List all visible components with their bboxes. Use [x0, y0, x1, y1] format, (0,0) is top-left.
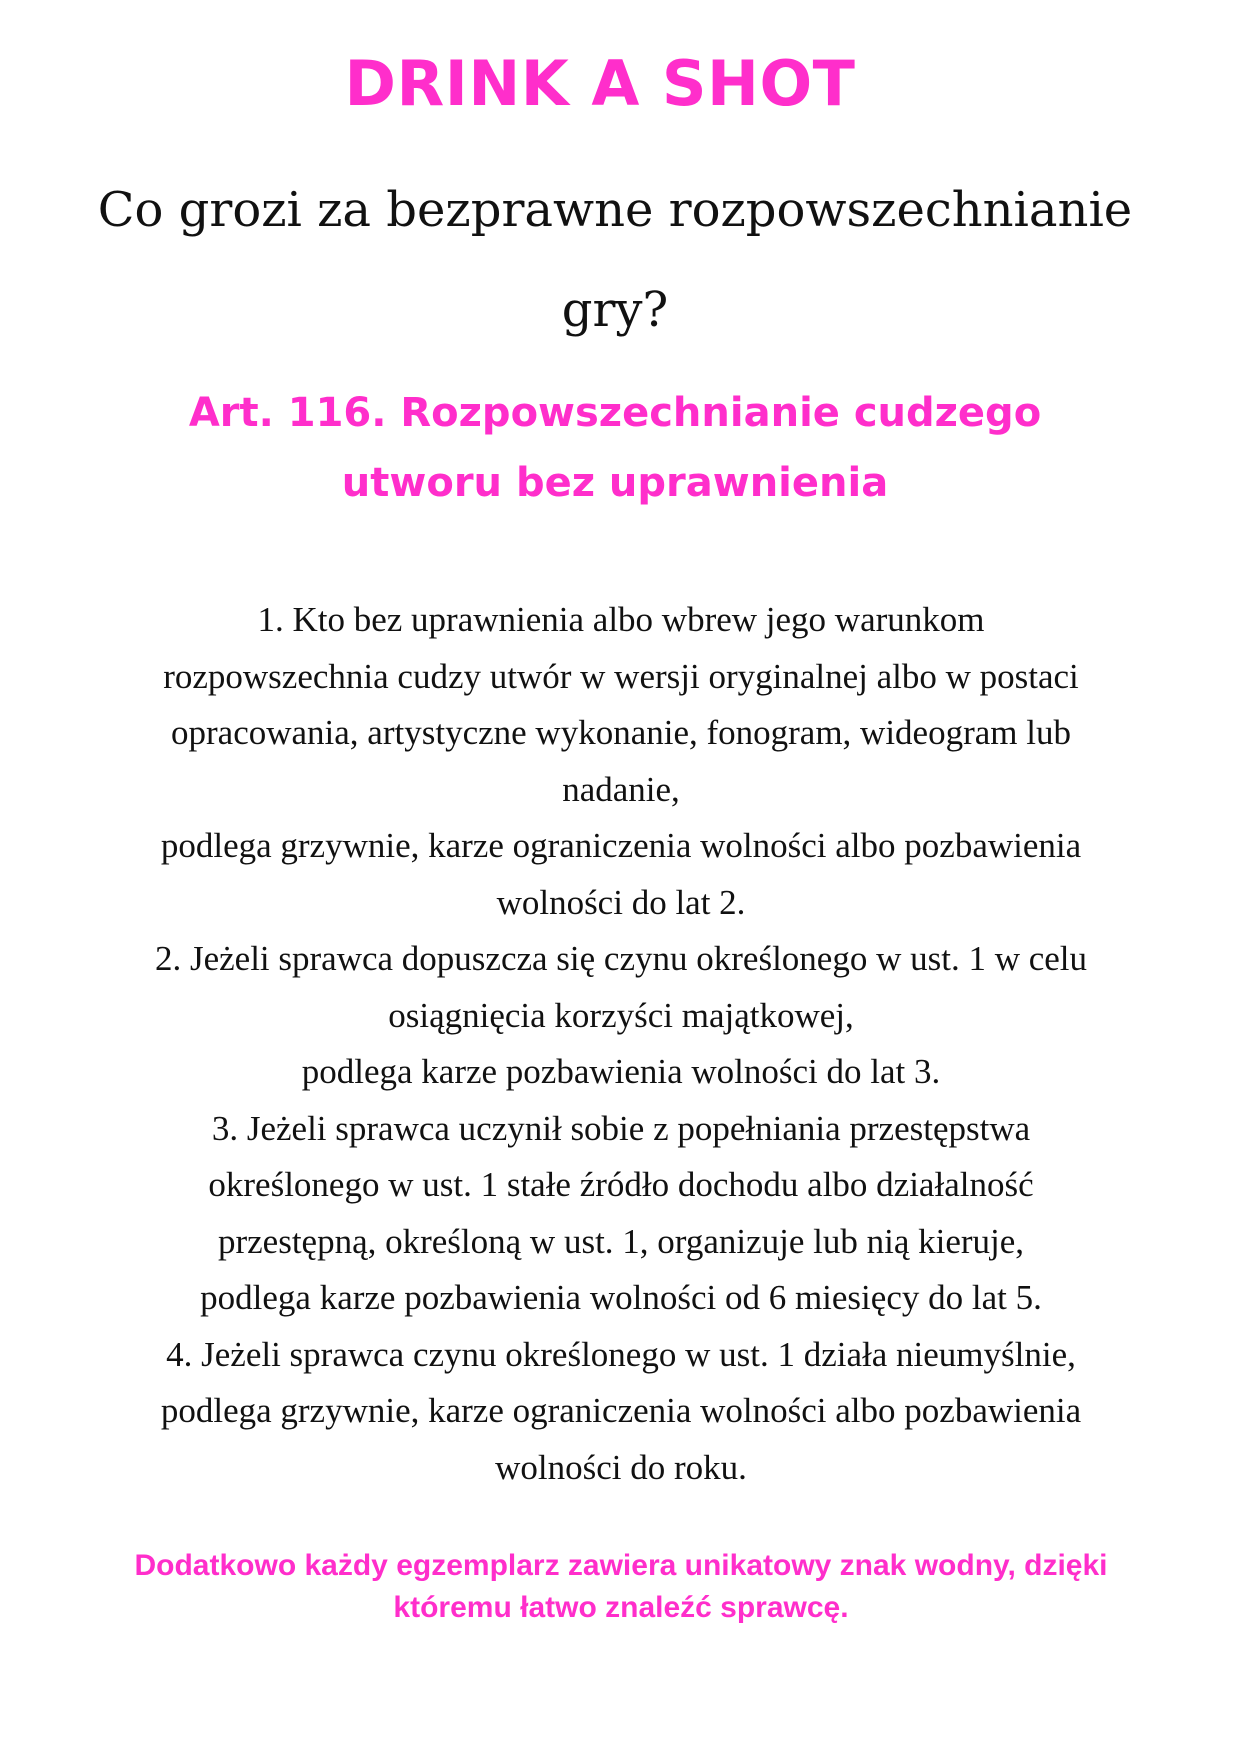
- article-line: przestępną, określoną w ust. 1, organizuje lub nią kieruje,: [217, 1221, 1025, 1261]
- article-line: nadanie,: [562, 769, 680, 809]
- article-line: rozpowszechnia cudzy utwór w wersji oryginalnej albo w postaci: [163, 656, 1079, 696]
- article-line: 4. Jeżeli sprawca czynu określonego w ust. 1 działa nieumyślnie,: [166, 1334, 1076, 1374]
- article-line: 3. Jeżeli sprawca uczynił sobie z popełniania przestępstwa: [211, 1108, 1031, 1148]
- article-line: określonego w ust. 1 stałe źródło dochodu albo działalność: [208, 1165, 1034, 1204]
- brand-title: DRINK A SHOT: [344, 47, 856, 120]
- article-line: podlega karze pozbawienia wolności do lat 3.: [301, 1052, 941, 1091]
- article-line: podlega karze pozbawienia wolności od 6 miesięcy do lat 5.: [200, 1278, 1042, 1317]
- article-line: osiągnięcia korzyści majątkowej,: [388, 995, 854, 1035]
- article-line: wolności do roku.: [495, 1447, 747, 1487]
- article-line: podlega grzywnie, karze ograniczenia wolności albo pozbawienia: [160, 826, 1082, 865]
- watermark-note: [40, 1545, 1202, 1629]
- article-line: 1. Kto bez uprawnienia albo wbrew jego warunkom: [257, 600, 985, 639]
- page-question: [70, 160, 1160, 360]
- question-line: Co grozi za bezprawne rozpowszechnianie: [97, 182, 1133, 238]
- article-line: 2. Jeżeli sprawca dopuszcza się czynu określonego w ust. 1 w celu: [154, 939, 1088, 978]
- article-body: [60, 592, 1182, 1496]
- article-line: wolności do lat 2.: [496, 882, 746, 922]
- watermark-note-line: któremu łatwo znaleźć sprawcę.: [393, 1591, 849, 1624]
- article-line: opracowania, artystyczne wykonanie, fonogram, wideogram lub: [171, 713, 1071, 752]
- article-heading-line: utworu bez uprawnienia: [341, 460, 889, 506]
- article-line: podlega grzywnie, karze ograniczenia wolności albo pozbawienia: [160, 1391, 1082, 1430]
- watermark-note-line: Dodatkowo każdy egzemplarz zawiera unikatowy znak wodny, dzięki: [134, 1549, 1108, 1582]
- article-heading-line: Art. 116. Rozpowszechnianie cudzego: [188, 390, 1042, 436]
- article-heading: [100, 378, 1130, 518]
- question-line: gry?: [561, 282, 669, 338]
